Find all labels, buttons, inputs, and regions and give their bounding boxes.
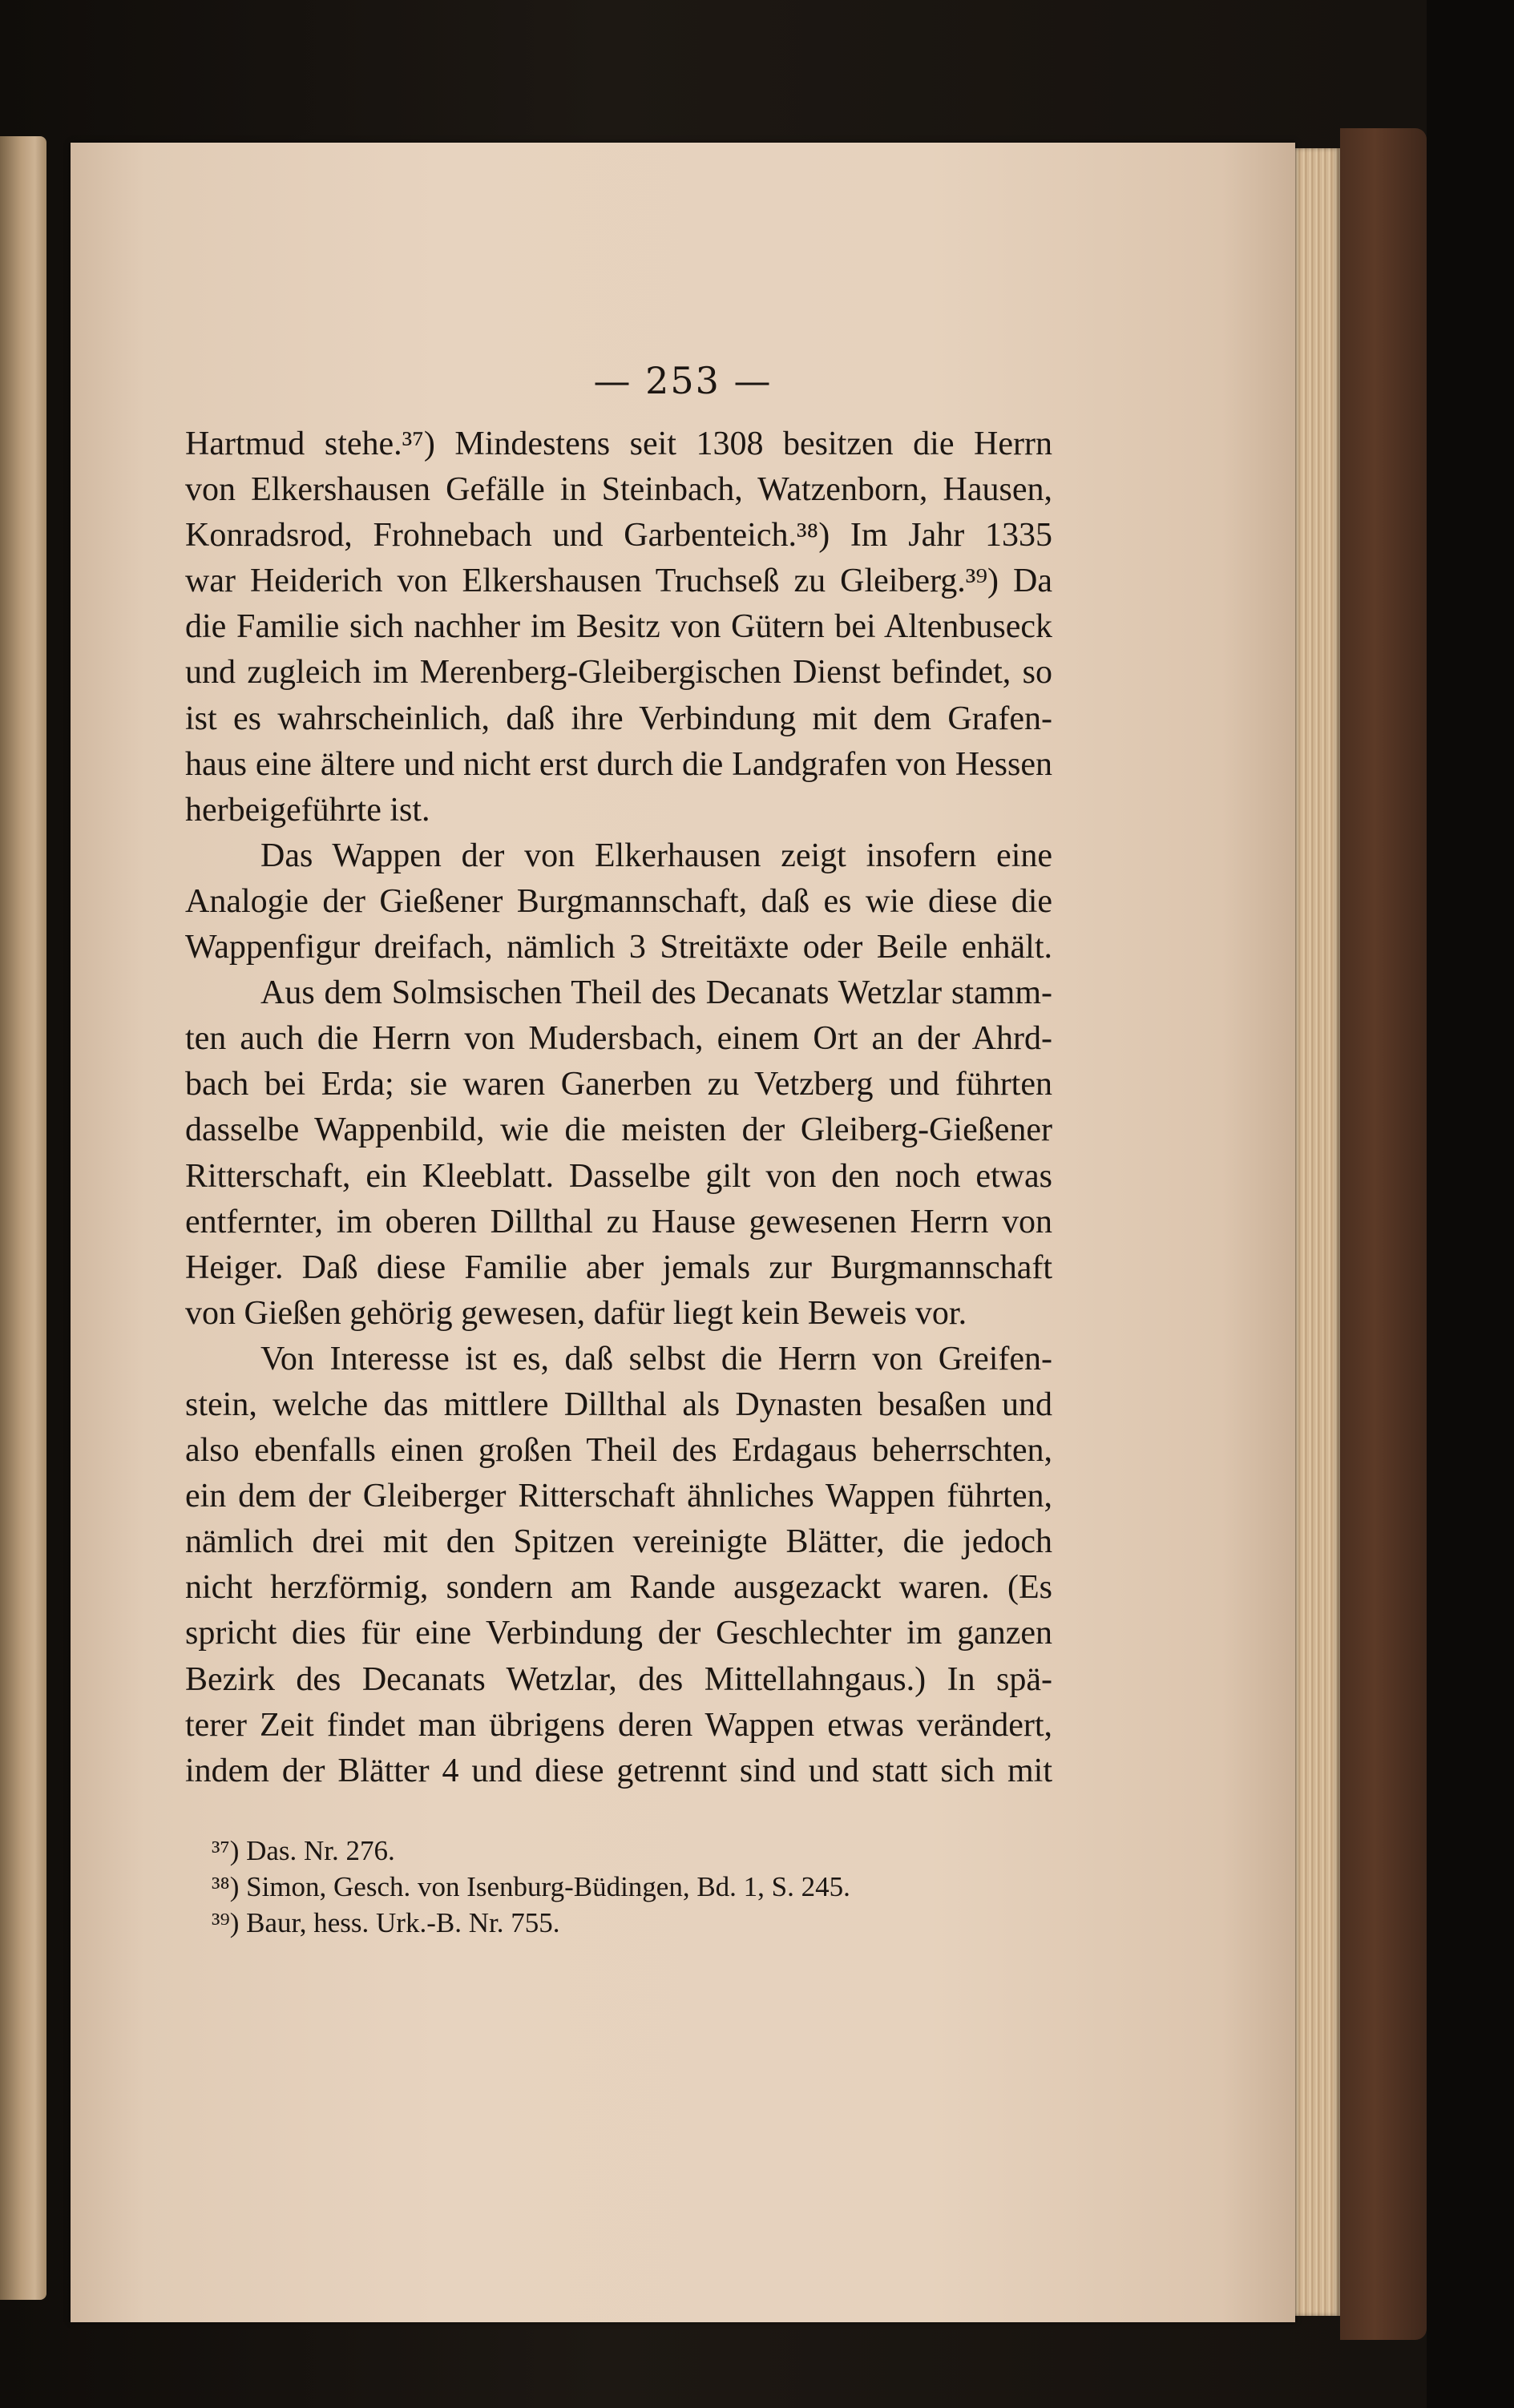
text-line: stein, welche das mittlere Dillthal als Dynasten besaßen und	[185, 1386, 1052, 1423]
text-line: also ebenfalls einen großen Theil des Erdagaus beherrschten,	[185, 1432, 1052, 1470]
text-line: herbeigeführte ist.	[185, 791, 430, 829]
text-line: bach bei Erda; sie waren Ganerben zu Vetzberg und führten	[185, 1066, 1052, 1103]
text-line: Heiger. Daß diese Familie aber jemals zur Burgmannschaft	[185, 1248, 1052, 1286]
footnote: ³⁹) Baur, hess. Urk.-B. Nr. 755.	[212, 1907, 560, 1938]
text-line: Hartmud stehe.³⁷) Mindestens seit 1308 besitzen die Herrn	[185, 426, 1052, 462]
text-line: nämlich drei mit den Spitzen vereinigte Blätter, die jedoch	[185, 1523, 1052, 1561]
text-line: Von Interesse ist es, daß selbst die Herrn von Greifen-	[260, 1340, 1052, 1377]
text-line: war Heiderich von Elkershausen Truchseß zu Gleiberg.³⁹) Da	[185, 563, 1052, 600]
text-line: von Elkershausen Gefälle in Steinbach, Watzenborn, Hausen,	[185, 471, 1052, 509]
text-line: ein dem der Gleiberger Ritterschaft ähnliches Wappen führten,	[185, 1478, 1052, 1515]
text-line: Wappenfigur dreifach, nämlich 3 Streitäxte oder Beile enhält.	[185, 929, 1052, 966]
text-line: die Familie sich nachher im Besitz von Gütern bei Altenbuseck	[185, 608, 1052, 646]
text-line: ten auch die Herrn von Mudersbach, einem Ort an der Ahrd-	[185, 1020, 1052, 1058]
text-line: und zugleich im Merenberg-Gleibergischen Dienst befindet, so	[185, 654, 1052, 692]
previous-page-edge	[0, 136, 46, 2300]
footnote: ³⁷) Das. Nr. 276.	[212, 1835, 395, 1866]
text-line: haus eine ältere und nicht erst durch die Landgrafen von Hessen	[185, 745, 1052, 783]
book-cover	[1340, 128, 1427, 2340]
text-line: Bezirk des Decanats Wetzlar, des Mittellahngaus.) In spä-	[185, 1660, 1052, 1698]
text-line: spricht dies für eine Verbindung der Geschlechter im ganzen	[185, 1615, 1052, 1652]
background-shadow	[1427, 0, 1514, 2408]
text-line: ist es wahrscheinlich, daß ihre Verbindung mit dem Grafen-	[185, 700, 1052, 737]
text-line: Analogie der Gießener Burgmannschaft, daß es wie diese die	[185, 882, 1052, 920]
text-line: terer Zeit findet man übrigens deren Wappen etwas verändert,	[185, 1706, 1052, 1744]
text-line: Ritterschaft, ein Kleeblatt. Dasselbe gilt von den noch etwas	[185, 1157, 1052, 1195]
page-number: — 253 —	[593, 359, 773, 402]
text-line: von Gießen gehörig gewesen, dafür liegt kein Beweis vor.	[185, 1294, 967, 1332]
text-line: indem der Blätter 4 und diese getrennt sind und statt sich mit	[185, 1752, 1052, 1789]
text-line: Aus dem Solmsischen Theil des Decanats Wetzlar stamm-	[260, 974, 1052, 1012]
text-line: Das Wappen der von Elkerhausen zeigt insofern eine	[260, 837, 1052, 874]
body-text	[185, 422, 1052, 1794]
text-line: dasselbe Wappenbild, wie die meisten der Gleiberg-Gießener	[185, 1111, 1052, 1149]
text-line: nicht herzförmig, sondern am Rande ausgezackt waren. (Es	[185, 1569, 1052, 1607]
page-edges	[1295, 148, 1340, 2316]
footnote: ³⁸) Simon, Gesch. von Isenburg-Büdingen, Bd. 1, S. 245.	[212, 1871, 850, 1902]
footnotes	[212, 1833, 1053, 1941]
text-line: Konradsrod, Frohnebach und Garbenteich.³⁸) Im Jahr 1335	[185, 517, 1052, 555]
text-line: entfernter, im oberen Dillthal zu Hause gewesenen Herrn von	[185, 1203, 1052, 1240]
